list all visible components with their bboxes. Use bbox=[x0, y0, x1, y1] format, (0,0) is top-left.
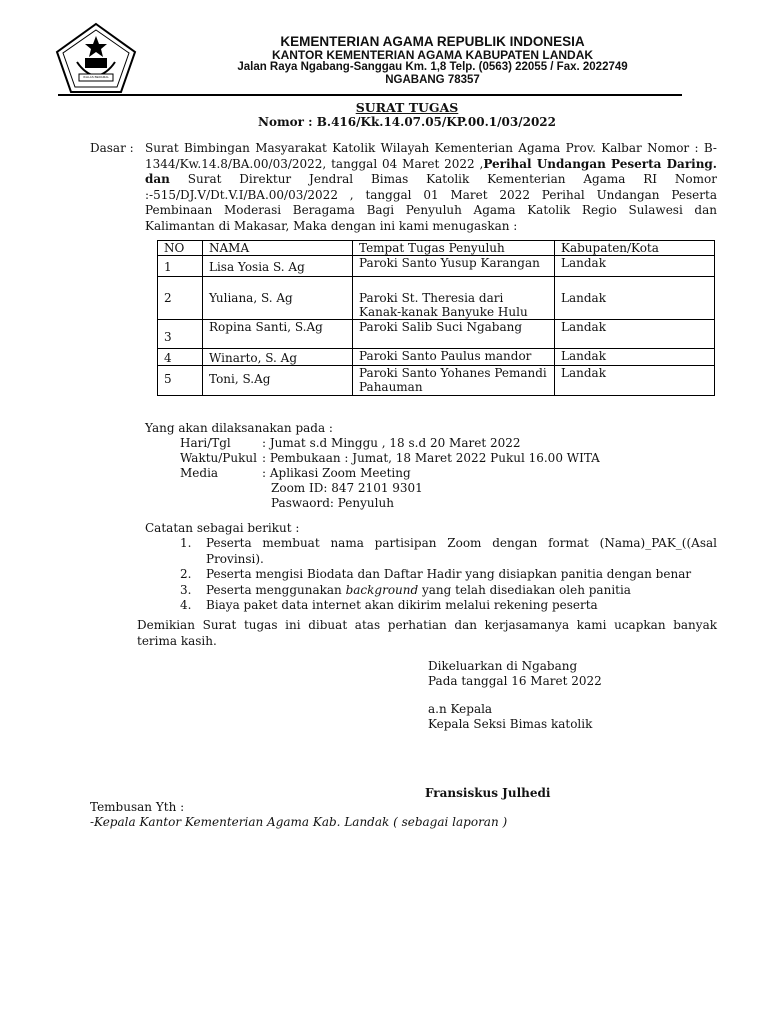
tembusan-item: -Kepala Kantor Kementerian Agama Kab. Landak ( sebagai laporan ) bbox=[90, 815, 508, 829]
cell-tempat: Paroki Santo Yohanes Pemandi Pahauman bbox=[353, 366, 555, 396]
cell-nama: Winarto, S. Ag bbox=[203, 349, 353, 366]
table-row bbox=[158, 256, 715, 277]
cell-tempat: Paroki Santo Paulus mandor bbox=[353, 349, 555, 366]
table-row bbox=[158, 349, 715, 366]
catatan-list bbox=[180, 536, 717, 614]
catatan-intro: Catatan sebagai berikut : bbox=[145, 521, 300, 535]
cell-tempat: Paroki St. Theresia dari Kanak-kanak Banyuke Hulu bbox=[353, 277, 555, 320]
document-title: SURAT TUGAS bbox=[355, 100, 459, 115]
signer-name: Fransiskus Julhedi bbox=[425, 786, 551, 800]
letterhead-address: Jalan Raya Ngabang-Sanggau Km. 1,8 Telp. (0563) 22055 / Fax. 2022749 bbox=[237, 61, 628, 73]
cell-nama: Ropina Santi, S.Ag bbox=[203, 320, 353, 349]
waktu-label: Waktu/Pukul bbox=[180, 451, 257, 465]
tembusan-label: Tembusan Yth : bbox=[90, 800, 185, 814]
cell-kabupaten: Landak bbox=[555, 320, 715, 349]
pelaksanaan-intro: Yang akan dilaksanakan pada : bbox=[145, 421, 333, 435]
cell-kabupaten: Landak bbox=[555, 277, 715, 320]
zoom-id: Zoom ID: 847 2101 9301 bbox=[271, 481, 423, 495]
cell-nama: Yuliana, S. Ag bbox=[203, 277, 353, 320]
list-item: 1. Peserta membuat nama partisipan Zoom dengan format (Nama)_PAK_((Asal Provinsi). bbox=[180, 536, 717, 566]
header-nama: NAMA bbox=[203, 241, 353, 256]
waktu-value: : Pembukaan : Jumat, 18 Maret 2022 Pukul 16.00 WITA bbox=[262, 451, 600, 465]
logo-text: IKHLAS BERAMAL bbox=[83, 75, 109, 79]
table-row bbox=[158, 366, 715, 396]
list-item: 2. Peserta mengisi Biodata dan Daftar Hadir yang disiapkan panitia dengan benar bbox=[180, 567, 692, 581]
table-header-row bbox=[158, 241, 715, 256]
cell-no: 1 bbox=[158, 256, 203, 277]
hari-label: Hari/Tgl bbox=[180, 436, 231, 450]
dasar-text-bold: Perihal Undangan Peserta Daring. dan bbox=[145, 156, 717, 186]
media-value: : Aplikasi Zoom Meeting bbox=[262, 466, 411, 480]
media-label: Media bbox=[180, 466, 219, 480]
on-behalf: a.n Kepala bbox=[428, 702, 493, 716]
header-kabupaten: Kabupaten/Kota bbox=[555, 241, 715, 256]
dasar-paragraph bbox=[145, 141, 717, 234]
cell-kabupaten: Landak bbox=[555, 366, 715, 396]
list-item: 3. Peserta menggunakan background yang telah disediakan oleh panitia bbox=[180, 582, 631, 597]
header-tempat: Tempat Tugas Penyuluh bbox=[353, 241, 555, 256]
cell-tempat: Paroki Salib Suci Ngabang bbox=[353, 320, 555, 349]
issued-place: Dikeluarkan di Ngabang bbox=[428, 659, 578, 673]
cell-kabupaten: Landak bbox=[555, 349, 715, 366]
cell-no: 5 bbox=[158, 366, 203, 396]
list-item: 4. Biaya paket data internet akan dikirim melalui rekening peserta bbox=[180, 598, 598, 612]
cell-tempat: Paroki Santo Yusup Karangan bbox=[353, 256, 555, 277]
letterhead-line2: KANTOR KEMENTERIAN AGAMA KABUPATEN LANDAK bbox=[271, 48, 594, 62]
cell-no: 3 bbox=[158, 320, 203, 349]
signer-position: Kepala Seksi Bimas katolik bbox=[428, 717, 593, 731]
document-number: Nomor : B.416/Kk.14.07.05/KP.00.1/03/2022 bbox=[257, 115, 557, 129]
cell-kabupaten: Landak bbox=[555, 256, 715, 277]
closing-paragraph: Demikian Surat tugas ini dibuat atas perhatian dan kerjasamanya kami ucapkan banyak terima kasih. bbox=[137, 618, 717, 648]
ministry-logo bbox=[55, 22, 137, 94]
issued-date: Pada tanggal 16 Maret 2022 bbox=[428, 674, 602, 688]
header-no: NO bbox=[158, 241, 203, 256]
cell-nama: Lisa Yosia S. Ag bbox=[203, 256, 353, 277]
dasar-text-1: Surat Bimbingan Masyarakat Katolik Wilayah Kementerian Agama Prov. Kalbar Nomor : B-1344/Kw.14.8/BA.00/03/2022, tanggal 04 Maret 2022 , bbox=[145, 141, 717, 171]
assignment-table bbox=[157, 240, 715, 396]
hari-value: : Jumat s.d Minggu , 18 s.d 20 Maret 2022 bbox=[262, 436, 521, 450]
cell-no: 4 bbox=[158, 349, 203, 366]
table-row bbox=[158, 320, 715, 349]
cell-nama: Toni, S.Ag bbox=[203, 366, 353, 396]
cell-no: 2 bbox=[158, 277, 203, 320]
zoom-password: Paswaord: Penyuluh bbox=[271, 496, 394, 510]
table-row bbox=[158, 277, 715, 320]
letterhead-postal: NGABANG 78357 bbox=[385, 74, 480, 86]
dasar-text-2: Surat Direktur Jendral Bimas Katolik Kementerian Agama RI Nomor :-515/DJ.V/Dt.V.I/BA.00/03/2022 , tanggal 01 Maret 2022 Perihal Undangan Peserta Pembinaan Moderasi Beragama Bagi Penyuluh Agama Katolik Regio Sulawesi dan Kalimantan di Makasar, Maka dengan ini kami menugaskan : bbox=[145, 172, 717, 233]
letterhead-line1: KEMENTERIAN AGAMA REPUBLIK INDONESIA bbox=[280, 34, 585, 49]
dasar-label: Dasar : bbox=[90, 141, 134, 155]
letterhead-rule bbox=[58, 94, 682, 96]
